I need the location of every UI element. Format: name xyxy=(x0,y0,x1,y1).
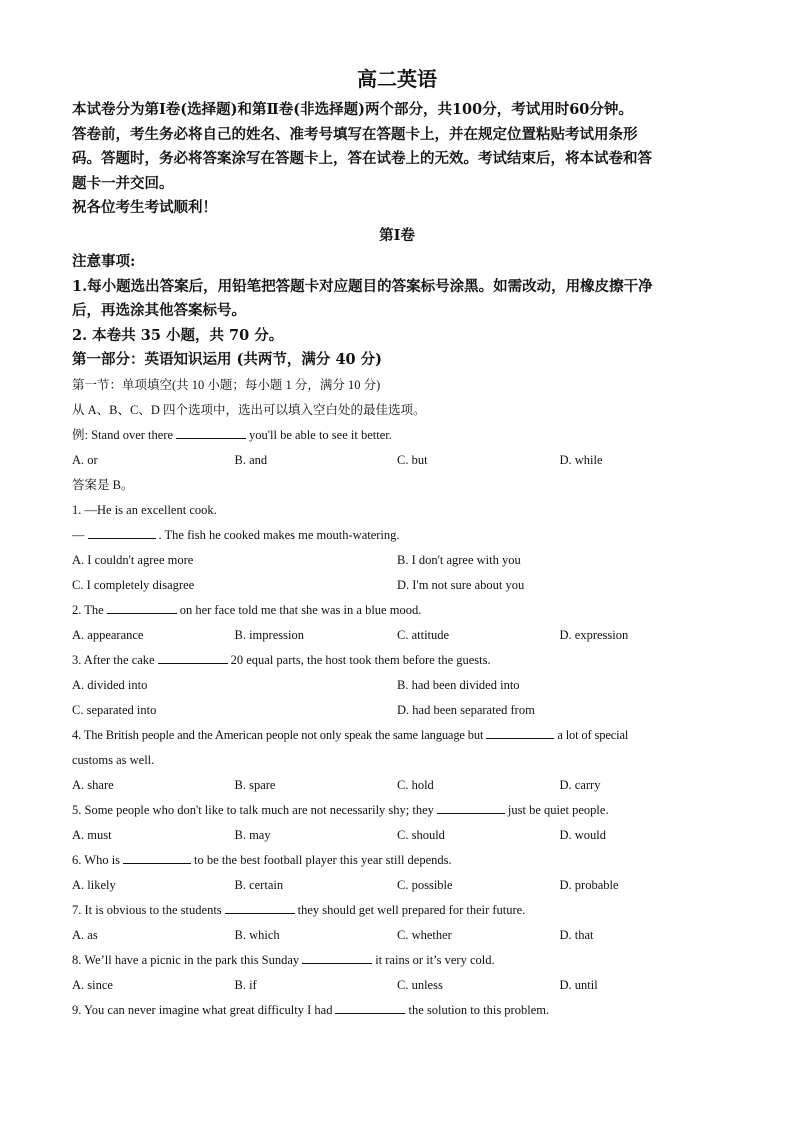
instruction: 从 A、B、C、D 四个选项中，选出可以填入空白处的最佳选项。 xyxy=(72,402,426,417)
option: B. I don't agree with you xyxy=(397,552,521,567)
question-stem xyxy=(72,798,722,823)
option: D. while xyxy=(559,452,603,467)
intro-line: 题卡一并交回。 xyxy=(72,174,174,192)
question-stem xyxy=(72,998,722,1023)
answer-blank xyxy=(107,603,177,614)
option-row xyxy=(72,973,722,998)
stem-text: 9. You can never imagine what great difficulty I had xyxy=(72,1002,333,1017)
stem-text: 7. It is obvious to the students xyxy=(72,902,222,917)
option-row xyxy=(72,448,722,473)
option-row xyxy=(72,773,722,798)
option: D. probable xyxy=(559,877,619,892)
stem-text: . The fish he cooked makes me mouth-watering. xyxy=(158,527,400,542)
section-title: 第Ⅰ卷 xyxy=(379,226,415,244)
question-stem xyxy=(72,648,722,673)
option: C. whether xyxy=(397,927,452,942)
option: A. I couldn't agree more xyxy=(72,552,194,567)
answer-blank xyxy=(158,653,228,664)
option: C. I completely disagree xyxy=(72,577,195,592)
option-row xyxy=(72,823,722,848)
option: D. until xyxy=(559,977,598,992)
intro-line: 答卷前，考生务必将自己的姓名、准考号填写在答题卡上，并在规定位置粘贴考试用条形 xyxy=(72,125,638,143)
option: D. had been separated from xyxy=(397,702,535,717)
question-stem xyxy=(72,723,722,748)
option: A. must xyxy=(72,827,112,842)
question-stem xyxy=(72,598,722,623)
option: D. expression xyxy=(559,627,629,642)
subsection-heading: 第一节：单项填空(共 10 小题；每小题 1 分，满分 10 分) xyxy=(72,377,381,392)
option: D. I'm not sure about you xyxy=(397,577,525,592)
stem-text: you'll be able to see it better. xyxy=(249,427,392,442)
option: C. but xyxy=(397,452,428,467)
option: C. separated into xyxy=(72,702,157,717)
answer-blank xyxy=(176,428,246,439)
option: B. spare xyxy=(234,777,276,792)
option-row xyxy=(72,673,722,698)
option: B. which xyxy=(234,927,280,942)
stem-text: 3. After the cake xyxy=(72,652,155,667)
intro-line: 码。答题时，务必将答案涂写在答题卡上，答在试卷上的无效。考试结束后，将本试卷和答 xyxy=(72,150,652,168)
answer-blank xyxy=(225,903,295,914)
option: C. possible xyxy=(397,877,453,892)
option: A. appearance xyxy=(72,627,144,642)
stem-text: to be the best football player this year still depends. xyxy=(194,852,452,867)
question-stem xyxy=(72,948,722,973)
stem-text: 8. We’ll have a picnic in the park this Sunday xyxy=(72,952,300,967)
answer-blank xyxy=(302,953,372,964)
option: A. divided into xyxy=(72,677,148,692)
option-row xyxy=(72,698,722,723)
option: A. or xyxy=(72,452,98,467)
option: B. if xyxy=(234,977,257,992)
stem-text: 20 equal parts, the host took them before the guests. xyxy=(230,652,491,667)
option: D. that xyxy=(559,927,594,942)
option: C. should xyxy=(397,827,445,842)
stem-text: 2. The xyxy=(72,602,104,617)
example-stem xyxy=(72,423,722,448)
exam-page xyxy=(72,66,722,1023)
option: D. would xyxy=(559,827,607,842)
question-stem xyxy=(72,523,722,548)
answer-blank xyxy=(335,1003,405,1014)
stem-text: on her face told me that she was in a blue mood. xyxy=(179,602,422,617)
stem-text: it rains or it’s very cold. xyxy=(375,952,495,967)
option: A. since xyxy=(72,977,113,992)
question-stem: 1. —He is an excellent cook. xyxy=(72,502,217,517)
stem-text: a lot of special xyxy=(557,727,629,742)
stem-text: 6. Who is xyxy=(72,852,121,867)
option-row xyxy=(72,548,722,573)
question-stem xyxy=(72,898,722,923)
option: B. may xyxy=(234,827,271,842)
option-row xyxy=(72,873,722,898)
option: B. and xyxy=(234,452,268,467)
question-stem xyxy=(72,848,722,873)
example-answer: 答案是 B。 xyxy=(72,477,134,492)
option: B. impression xyxy=(234,627,304,642)
note-line: 后，再选涂其他答案标号。 xyxy=(72,302,246,320)
intro-line: 祝各位考生考试顺利！ xyxy=(72,199,217,217)
option-row xyxy=(72,573,722,598)
note-line: 1.每小题选出答案后，用铅笔把答题卡对应题目的答案标号涂黑。如需改动，用橡皮擦干净 xyxy=(72,277,653,295)
intro-line: 本试卷分为第Ⅰ卷(选择题)和第Ⅱ卷(非选择题)两个部分，共100分，考试用时60分钟。 xyxy=(72,101,633,118)
option: B. had been divided into xyxy=(397,677,520,692)
option: D. carry xyxy=(559,777,601,792)
notes-heading: 注意事项: xyxy=(72,252,136,270)
option: A. likely xyxy=(72,877,116,892)
option-row xyxy=(72,923,722,948)
question-stem-continued: customs as well. xyxy=(72,752,155,767)
option: A. share xyxy=(72,777,114,792)
note-line: 2. 本卷共 35 小题，共 70 分。 xyxy=(72,326,284,344)
answer-blank xyxy=(123,853,191,864)
stem-text: 5. Some people who don't like to talk much are not necessarily shy; they xyxy=(72,802,434,817)
option-row xyxy=(72,623,722,648)
stem-text: the solution to this problem. xyxy=(408,1002,550,1017)
stem-text: they should get well prepared for their future. xyxy=(297,902,526,917)
answer-blank xyxy=(88,528,156,539)
stem-text: just be quiet people. xyxy=(507,802,609,817)
option: C. attitude xyxy=(397,627,450,642)
stem-text: 例: Stand over there xyxy=(72,427,174,442)
stem-text: 4. The British people and the American people not only speak the same language but xyxy=(72,727,484,742)
option: B. certain xyxy=(234,877,284,892)
option: A. as xyxy=(72,927,98,942)
option: C. hold xyxy=(397,777,434,792)
part1-heading: 第一部分：英语知识运用 (共两节，满分 40 分) xyxy=(72,351,383,369)
stem-text: — xyxy=(72,527,85,542)
option: C. unless xyxy=(397,977,443,992)
answer-blank xyxy=(437,803,505,814)
answer-blank xyxy=(486,728,554,739)
page-title: 高二英语 xyxy=(357,67,437,91)
